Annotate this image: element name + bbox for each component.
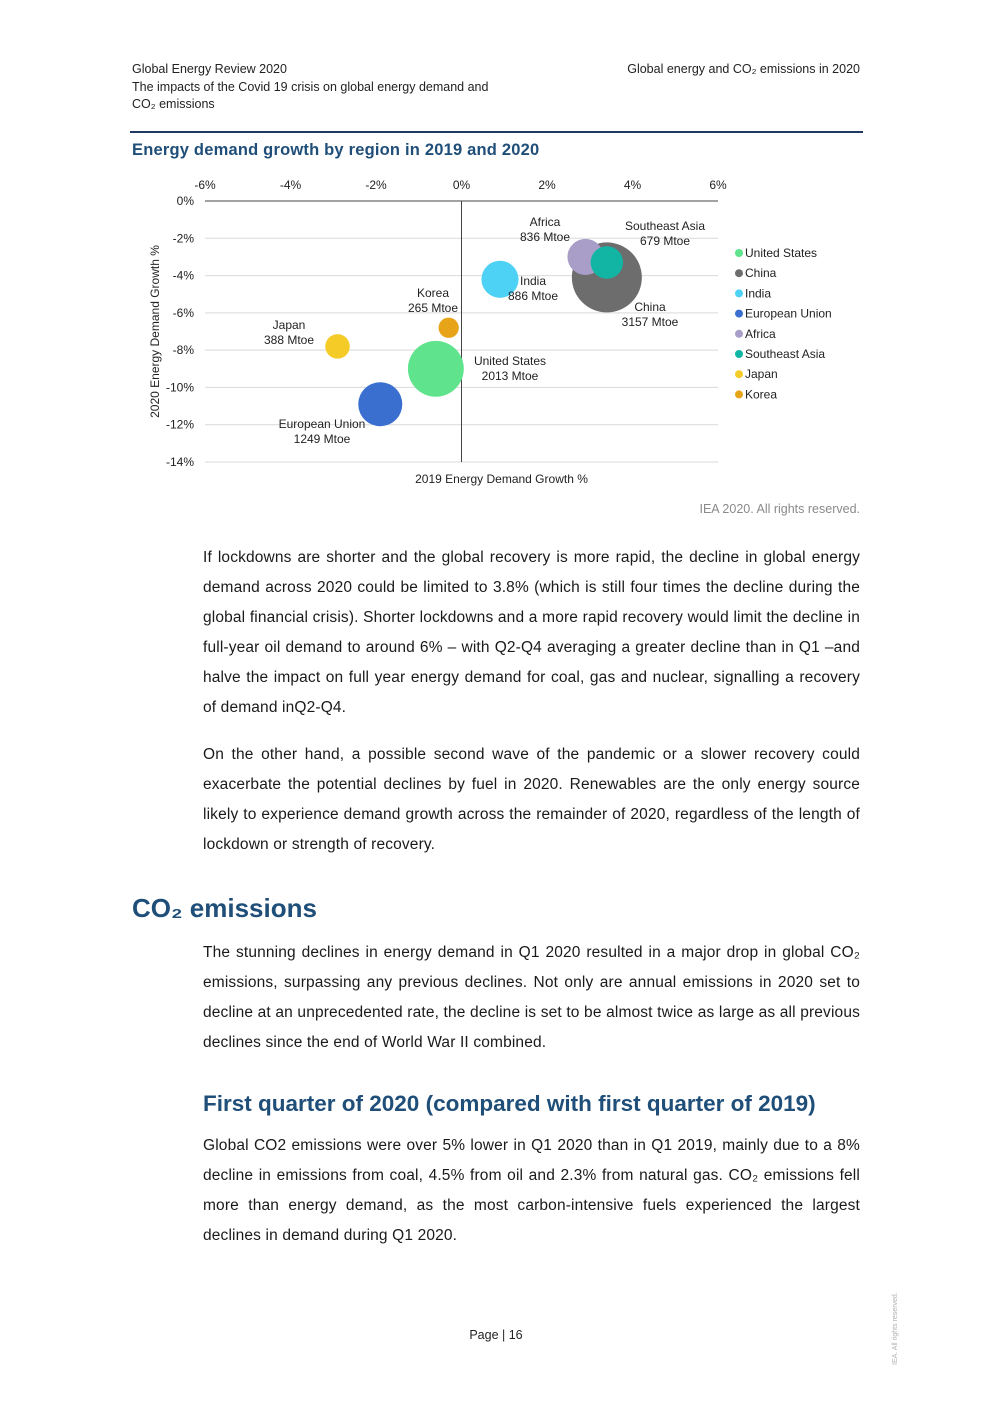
x-tick-label: -4% [279, 178, 302, 192]
bubble-united-states [408, 341, 464, 397]
data-label: China [634, 300, 666, 314]
data-label: Japan [272, 318, 306, 332]
x-tick-label: 0% [452, 178, 471, 192]
x-tick-label: -2% [365, 178, 387, 192]
data-label-value: 836 Mtoe [519, 230, 571, 244]
y-axis-title: 2020 Energy Demand Growth % [148, 245, 162, 418]
legend-item: India [745, 286, 772, 301]
side-copyright: IEA. All rights reserved. [892, 1292, 899, 1365]
paragraph-second-wave: On the other hand, a possible second wave of the pandemic or a slower recovery could exacerbate the potential declines by fuel in 2020. Renewables are the only energy source likely to experience demand growth across the remainder of 2020, regardless of the length of lockdown or strength of recovery. [203, 746, 860, 853]
legend-item: United States [745, 246, 818, 260]
legend-marker [735, 350, 743, 358]
report-title: Global Energy Review 2020 [132, 62, 287, 76]
legend-item: European Union [745, 306, 832, 321]
data-label: Africa [529, 215, 561, 229]
y-tick-label: -4% [172, 268, 194, 283]
data-label: India [519, 274, 547, 288]
paragraph-fast-recovery: If lockdowns are shorter and the global recovery is more rapid, the decline in global energy demand across 2020 could be limited to 3.8% (which is still four times the decline during the global financial crisis). Shorter lockdowns and a more rapid recovery would limit the decline in full-year oil demand to around 6% – with Q2-Q4 averaging a greater decline than in Q1 –and halve the impact on full year energy demand for coal, gas and nuclear, signalling a recovery of demand inQ2-Q4. [203, 549, 860, 716]
x-tick-label: 2% [538, 178, 556, 192]
y-tick-label: -2% [172, 231, 194, 246]
legend-item: Southeast Asia [745, 347, 826, 361]
paragraph-q1-emissions: Global CO2 emissions were over 5% lower in Q1 2020 than in Q1 2019, mainly due to a 8% decline in emissions from coal, 4.5% from oil and 2.3% from natural gas. CO₂ emissions fell more than energy demand, as the most carbon-intensive fuels experienced the largest declines in demand during Q1 2020. [203, 1137, 860, 1244]
y-tick-label: -14% [165, 455, 194, 469]
data-label-value: 679 Mtoe [639, 234, 691, 248]
legend-item: Korea [745, 387, 778, 402]
x-axis-title: 2019 Energy Demand Growth % [415, 472, 588, 486]
header-rule [130, 131, 863, 133]
legend-marker [735, 310, 743, 318]
bubble-chart [130, 168, 860, 498]
data-label: European Union [278, 417, 366, 431]
legend-marker [735, 249, 743, 257]
figure-credit: IEA 2020. All rights reserved. [699, 502, 860, 516]
y-tick-label: -10% [165, 380, 194, 395]
data-label-value: 3157 Mtoe [621, 315, 679, 329]
legend-marker [735, 289, 743, 297]
x-tick-label: -6% [194, 178, 216, 192]
data-label: Korea [416, 286, 450, 300]
figure-title: Energy demand growth by region in 2019 and 2020 [132, 141, 540, 159]
page-number: Page | 16 [469, 1328, 523, 1342]
legend-marker [735, 370, 743, 378]
y-tick-label: -12% [165, 417, 194, 432]
legend-item: Japan [745, 367, 778, 382]
legend-marker [735, 269, 743, 277]
legend-item: China [745, 266, 777, 281]
bubble-japan [325, 334, 350, 359]
data-label-value: 886 Mtoe [507, 289, 559, 303]
legend-item: Africa [745, 326, 776, 341]
legend-marker [735, 390, 743, 398]
data-label: Southeast Asia [624, 219, 706, 233]
data-label-value: 388 Mtoe [263, 333, 315, 347]
paragraph-co2-decline: The stunning declines in energy demand in Q1 2020 resulted in a major drop in global CO₂ emissions, surpassing any previous declines. Not only are annual emissions in 2020 set to decline at an unprecedented rate, the decline is set to be almost twice as large as all previous declines since the end of World War II combined. [203, 944, 860, 1051]
section-heading-co2: CO₂ emissions [132, 893, 317, 923]
y-tick-label: 0% [176, 194, 194, 208]
data-label-value: 265 Mtoe [407, 301, 459, 315]
data-label: United States [473, 354, 547, 368]
x-tick-label: 4% [623, 178, 642, 192]
bubble-southeast-asia [591, 246, 623, 278]
x-tick-label: 6% [709, 178, 727, 192]
data-label-value: 2013 Mtoe [481, 369, 539, 383]
report-subtitle: The impacts of the Covid 19 crisis on global energy demand and CO₂ emissions [132, 79, 489, 111]
running-header-right: Global energy and CO₂ emissions in 2020 [627, 62, 860, 76]
y-tick-label: -6% [172, 305, 194, 320]
legend-marker [735, 330, 743, 338]
bubble-korea [439, 318, 459, 338]
running-header-left [132, 61, 512, 114]
data-label-value: 1249 Mtoe [293, 432, 351, 446]
subsection-heading-q1: First quarter of 2020 (compared with first quarter of 2019) [203, 1091, 816, 1116]
y-tick-label: -8% [172, 343, 194, 358]
